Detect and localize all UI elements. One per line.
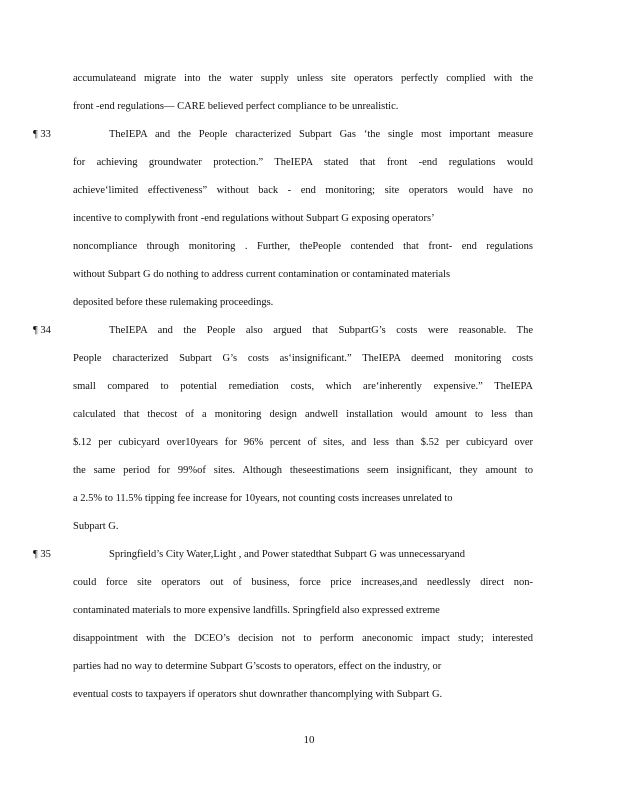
page-number: 10: [303, 734, 315, 746]
paragraph-33-line: incentive to complywith front -end regulations without Subpart G exposing operators’: [73, 213, 435, 224]
paragraph-35-line: disappointment with the DCEO’s decision not to perform aneconomic impact study; interested: [73, 633, 533, 644]
paragraph-35-line: Springfield’s City Water,Light , and Power statedthat Subpart G was unnecessaryand: [109, 549, 466, 560]
paragraph-35-line: could force site operators out of business, force price increases,and needlessly direct non-: [73, 577, 533, 588]
paragraph-34-line: Subpart G.: [73, 521, 119, 532]
paragraph-34-line: calculated that thecost of a monitoring design andwell installation would amount to less than: [73, 409, 533, 420]
paragraph-number-34: ¶ 34: [33, 325, 51, 336]
intro-line-1: accumulateand migrate into the water supply unless site operators perfectly complied with the: [73, 73, 533, 84]
paragraph-33-line: for achieving groundwater protection.” TheIEPA stated that front -end regulations would: [73, 157, 533, 168]
paragraph-35-line: contaminated materials to more expensive landfills. Springfield also expressed extreme: [73, 605, 440, 616]
paragraph-33-line: TheIEPA and the People characterized Subpart Gas ‘the single most important measure: [109, 129, 533, 140]
paragraph-34-line: People characterized Subpart G’s costs as‘insignificant.” TheIEPA deemed monitoring costs: [73, 353, 533, 364]
paragraph-34-line: small compared to potential remediation costs, which are‘inherently expensive.” TheIEPA: [73, 381, 533, 392]
paragraph-33-line: deposited before these rulemaking proceedings.: [73, 297, 274, 308]
paragraph-33-line: achieve‘limited effectiveness” without back - end monitoring; site operators would have no: [73, 185, 533, 196]
paragraph-35-line: eventual costs to taxpayers if operators shut downrather thancomplying with Subpart G.: [73, 689, 443, 700]
paragraph-34-line: the same period for 99%of sites. Although theseestimations seem insignificant, they amount to: [73, 465, 533, 476]
paragraph-number-33: ¶ 33: [33, 129, 51, 140]
paragraph-35-line: parties had no way to determine Subpart G’scosts to operators, effect on the industry, or: [73, 661, 442, 672]
paragraph-34-line: TheIEPA and the People also argued that SubpartG’s costs were reasonable. The: [109, 325, 533, 336]
intro-line-2: front -end regulations— CARE believed perfect compliance to be unrealistic.: [73, 101, 399, 112]
paragraph-33-line: noncompliance through monitoring . Further, thePeople contended that front- end regulations: [73, 241, 533, 252]
paragraph-number-35: ¶ 35: [33, 549, 51, 560]
paragraph-34-line: a 2.5% to 11.5% tipping fee increase for 10years, not counting costs increases unrelated to: [73, 493, 453, 504]
paragraph-33-line: without Subpart G do nothing to address current contamination or contaminated materials: [73, 269, 451, 280]
paragraph-34-line: $.12 per cubicyard over10years for 96% percent of sites, and less than $.52 per cubicyard over: [73, 437, 533, 448]
